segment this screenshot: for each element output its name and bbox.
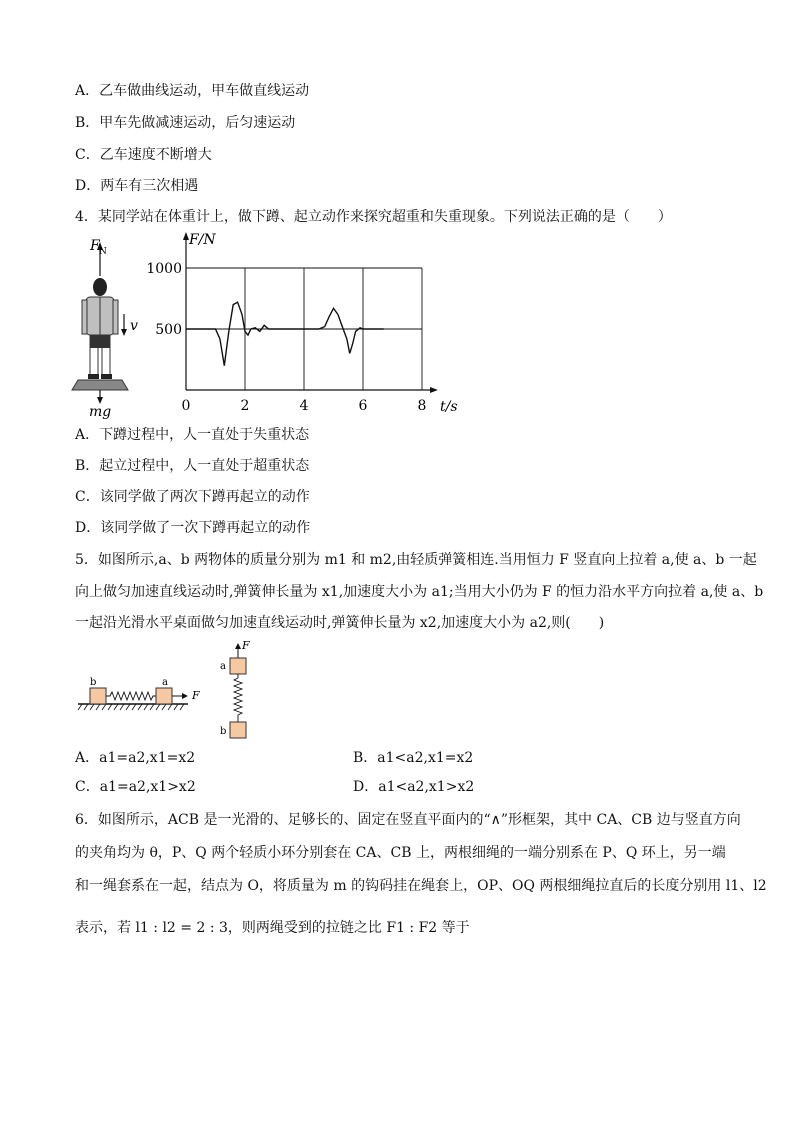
q4-option-a: A．下蹲过程中，人一直处于失重状态 (75, 427, 310, 443)
q6-line4: 表示，若 l1 : l2 = 2 : 3，则两绳受到的拉链之比 F1 : F2 等于 (75, 920, 470, 936)
horizontal-force-label: F (192, 689, 200, 702)
q3-option-d: D．两车有三次相遇 (75, 178, 199, 194)
q5-stem-line1: 5．如图所示,a、b 两物体的质量分别为 m1 和 m2,由轻质弹簧相连.当用恒力 F 竖直向上拉着 a,使 a、b 一起 (75, 552, 757, 568)
q3-option-c: C．乙车速度不断增大 (75, 147, 212, 163)
q6-line1: 6．如图所示，ACB 是一光滑的、足够长的、固定在竖直平面内的“∧”形框架，其中 CA、CB 边与竖直方向 (75, 812, 741, 828)
scale-platform (72, 380, 128, 390)
q6-line2: 的夹角均为 θ，P、Q 两个轻质小环分别套在 CA、CB 上，两根细绳的一端分别系在 P、Q 环上，另一端 (75, 845, 726, 861)
block-a-label: a (162, 677, 168, 688)
q4-option-c: C．该同学做了两次下蹲再起立的动作 (75, 489, 310, 505)
q5-option-a: A．a1=a2,x1=x2 (75, 750, 196, 766)
q4-option-d: D．该同学做了一次下蹲再起立的动作 (75, 520, 311, 536)
q4-stem: 4．某同学站在体重计上，做下蹲、起立动作来探究超重和失重现象。下列说法正确的是（ ） (75, 209, 672, 225)
q4-person-figure (70, 234, 150, 420)
block-a (156, 688, 172, 704)
block-b (90, 688, 106, 704)
x-axis-arrowhead (430, 387, 438, 393)
block-a-vertical-label: a (220, 661, 226, 672)
vertical-force-label: F (242, 639, 250, 652)
x-tick-label: 0 (181, 398, 191, 414)
block-b-vertical-label: b (220, 726, 227, 737)
person-head (93, 278, 107, 296)
q5-option-d: D．a1<a2,x1>x2 (353, 779, 475, 795)
horizontal-spring (106, 692, 156, 700)
block-a-vertical (230, 658, 246, 674)
y-axis-label: F/N (189, 232, 216, 248)
x-tick-label: 6 (358, 398, 368, 414)
x-tick-label: 4 (299, 398, 309, 414)
fn-subscript: N (99, 247, 107, 257)
q3-option-b: B．甲车先做减速运动，后匀速运动 (75, 115, 296, 131)
q4-option-b: B．起立过程中，人一直处于超重状态 (75, 458, 310, 474)
vertical-spring (234, 674, 242, 722)
person-arm-right (113, 300, 118, 334)
block-b-label: b (90, 677, 97, 688)
x-axis-label: t/s (440, 399, 458, 415)
force-curve (186, 302, 384, 365)
q5-option-b: B．a1<a2,x1=x2 (353, 750, 474, 766)
y-tick-label: 1000 (146, 261, 182, 277)
x-tick-label: 8 (417, 398, 427, 414)
block-b-vertical (230, 722, 246, 738)
y-tick-label: 500 (155, 322, 182, 338)
x-tick-label: 2 (240, 398, 250, 414)
q5-stem-line3: 一起沿光滑水平桌面做匀加速直线运动时,弹簧伸长量为 x2,加速度大小为 a2,则( ) (75, 615, 605, 631)
q5-horizontal-figure (76, 674, 206, 714)
mg-label: mg (89, 404, 112, 420)
q5-option-c: C．a1=a2,x1>x2 (75, 779, 196, 795)
q6-line3: 和一绳套系在一起，结点为 O，将质量为 m 的钩码挂在绳套上，OP、OQ 两根细绳拉直后的长度分别用 l1、l2 (75, 878, 767, 894)
q5-vertical-figure (216, 638, 266, 742)
v-label: v (130, 318, 138, 334)
q5-stem-line2: 向上做匀加速直线运动时,弹簧伸长量为 x1,加速度大小为 a1;当用大小仍为 F 的恒力沿水平方向拉着 a,使 a、b (75, 584, 764, 600)
q4-force-time-chart (140, 226, 470, 418)
person-arm-left (82, 300, 87, 334)
q3-option-a: A．乙车做曲线运动，甲车做直线运动 (75, 83, 310, 99)
fn-label: F (90, 238, 100, 254)
